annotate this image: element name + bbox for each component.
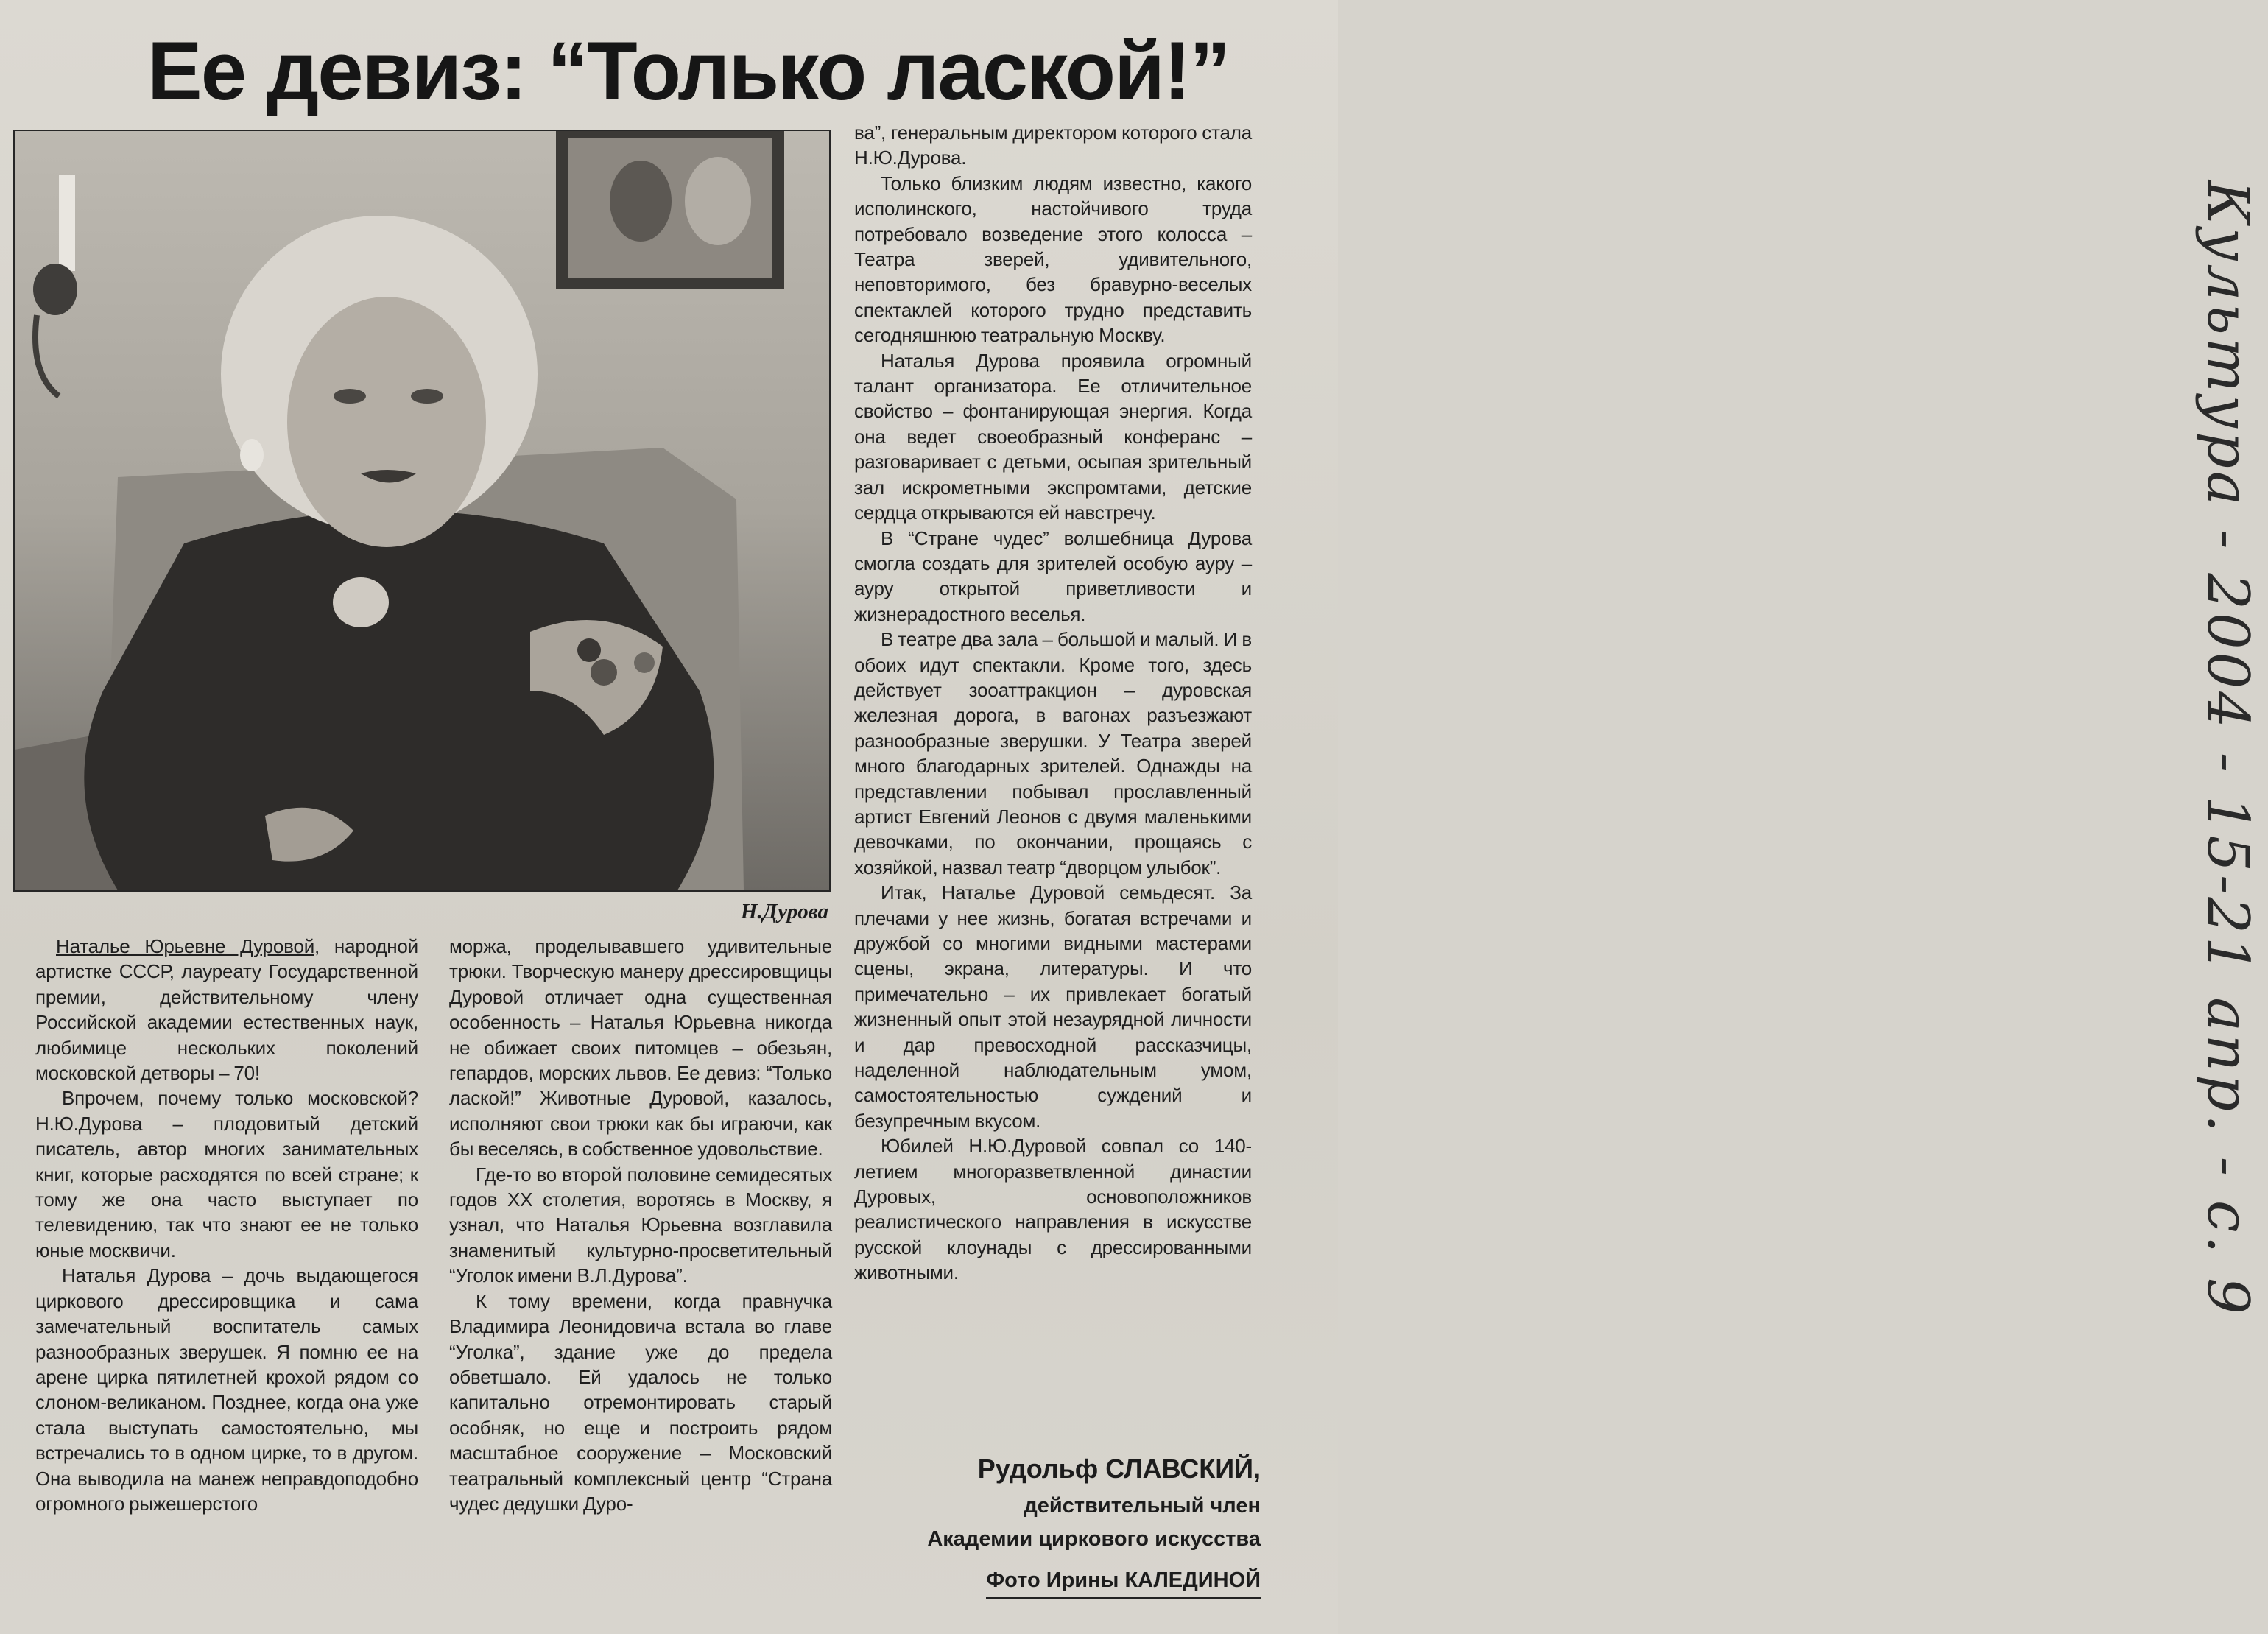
paragraph: Итак, Наталье Дуровой семьдесят. За плечами у нее жизнь, богатая встречами и дружбой со многими видными мастерами сцены, экрана, литературы. И что примечательно – их привлекает богатый жизненный опыт этой незаурядной личности и дар превосходной рассказчицы, наделенной наблюдательным умом, самостоятельностью суждений и безупречным вкусом. (854, 881, 1252, 1132)
handwritten-source-note (2180, 180, 2268, 1317)
photo-credit: Фото Ирины КАЛЕДИНОЙ (986, 1565, 1261, 1599)
paragraph: Впрочем, почему только московской? Н.Ю.Дурова – плодовитый детский писатель, автор многих занимательных книг, которые расходятся по всей стране; к тому же она часто выступает по телевидению, так что знают ее не только юные москвичи. (35, 1087, 418, 1261)
author-title-line-1: действительный член (1024, 1494, 1261, 1518)
paragraph: Наталья Дурова – дочь выдающегося циркового дрессировщика и сама замечательный воспитатель самых разнообразных зверушек. Я помню ее на арене цирка пятилетней крохой рядом со слоном-великаном. Позднее, когда она уже стала выступать самостоятельно, мы встречались то в одном цирке, то в другом. Она выводила на манеж неправдоподобно огромного рыжешерстого (35, 1264, 418, 1515)
paragraph: Где-то во второй половине семидесятых годов XX столетия, воротясь в Москву, я узнал, что Наталья Юрьевна возглавила знаменитый культурно-просветительный “Уголок имени В.Л.Дурова”. (449, 1163, 832, 1287)
sconce (33, 264, 77, 315)
paragraph: ва”, генеральным директором которого стала Н.Ю.Дурова. (854, 122, 1252, 169)
earring (240, 439, 264, 471)
brooch (333, 577, 389, 627)
face (287, 297, 486, 547)
portrait-photo (13, 130, 831, 892)
paragraph: Наталья Дурова проявила огромный талант организатора. Ее отличительное свойство – фонтанирующая энергия. Когда она ведет своеобразный конферанс – разговаривает с детьми, осыпая зрительный зал искрометными экспромтами, детские сердца открываются ей навстречу. (854, 349, 1252, 524)
article-column-2 (449, 934, 832, 1516)
article-headline: Ее девиз: “Только лаской!” (147, 25, 1230, 117)
portrait-illustration (15, 131, 829, 890)
article-column-3 (854, 120, 1252, 1286)
paragraph: Только близким людям известно, какого исполинского, настойчивого труда потребовало возведение этого колосса – Театра зверей, удивительного, неповторимого, без бравурно-веселых спектаклей которого трудно представить сегодняшнюю театральную Москву. (854, 172, 1252, 347)
lead-name: Наталье Юрьевне Дуровой, (56, 935, 320, 957)
article-column-1 (35, 934, 418, 1516)
candle (59, 175, 75, 271)
paragraph: Юбилей Н.Ю.Дуровой совпал со 140-летием многоразветвленной династии Дуровых, основоположников реалистического направления в искусстве русской клоунады с дрессированными животными. (854, 1135, 1252, 1284)
lead-text: народной артистке СССР, лауреату Государственной премии, действительному члену Российской академии естественных наук, любимице нескольких поколений московской детворы – 70! (35, 935, 419, 1085)
paragraph: К тому времени, когда правнучка Владимира Леонидовича встала во главе “Уголка”, здание уже до предела обветшало. Ей удалось не только капитально отремонтировать старый особняк, но еще и построить рядом масштабное сооружение – Московский театральный комплексный центр “Страна чудес дедушки Дуро- (449, 1289, 832, 1515)
lead-paragraph (35, 934, 418, 1085)
paragraph: В “Стране чудес” волшебница Дурова смогла создать для зрителей особую ауру – ауру открытой приветливости и жизнерадостного веселья. (854, 527, 1252, 625)
paragraph: В театре два зала – большой и малый. И в обоих идут спектакли. Кроме того, здесь действует зооаттракцион – дуровская железная дорога, в вагонах разъезжают разнообразные зверушки. У Театра зверей много благодарных зрителей. Однажды на представлении побывал прославленный артист Евгений Леонов с двумя маленькими девочками, по окончании, прощаясь с хозяйкой, назвал театр “дворцом улыбок”. (854, 628, 1252, 878)
photo-caption: Н.Дурова (740, 900, 828, 923)
handwritten-note-text: Культура - 2004 - 15-21 апр. - с. 9 (2194, 180, 2261, 1317)
author-name: Рудольф СЛАВСКИЙ, (977, 1454, 1261, 1484)
author-title-line-2: Академии циркового искусства (927, 1527, 1261, 1551)
paragraph: моржа, проделывавшего удивительные трюки. Творческую манеру дрессировщицы Дуровой отличает одна существенная особенность – Наталья Юрьевна никогда не обижает своих питомцев – обезьян, гепардов, морских львов. Ее девиз: “Только лаской!” Животные Дуровой, казалось, исполняют свои трюки как бы играючи, как бы веселясь, в собственное удовольствие. (449, 935, 832, 1161)
